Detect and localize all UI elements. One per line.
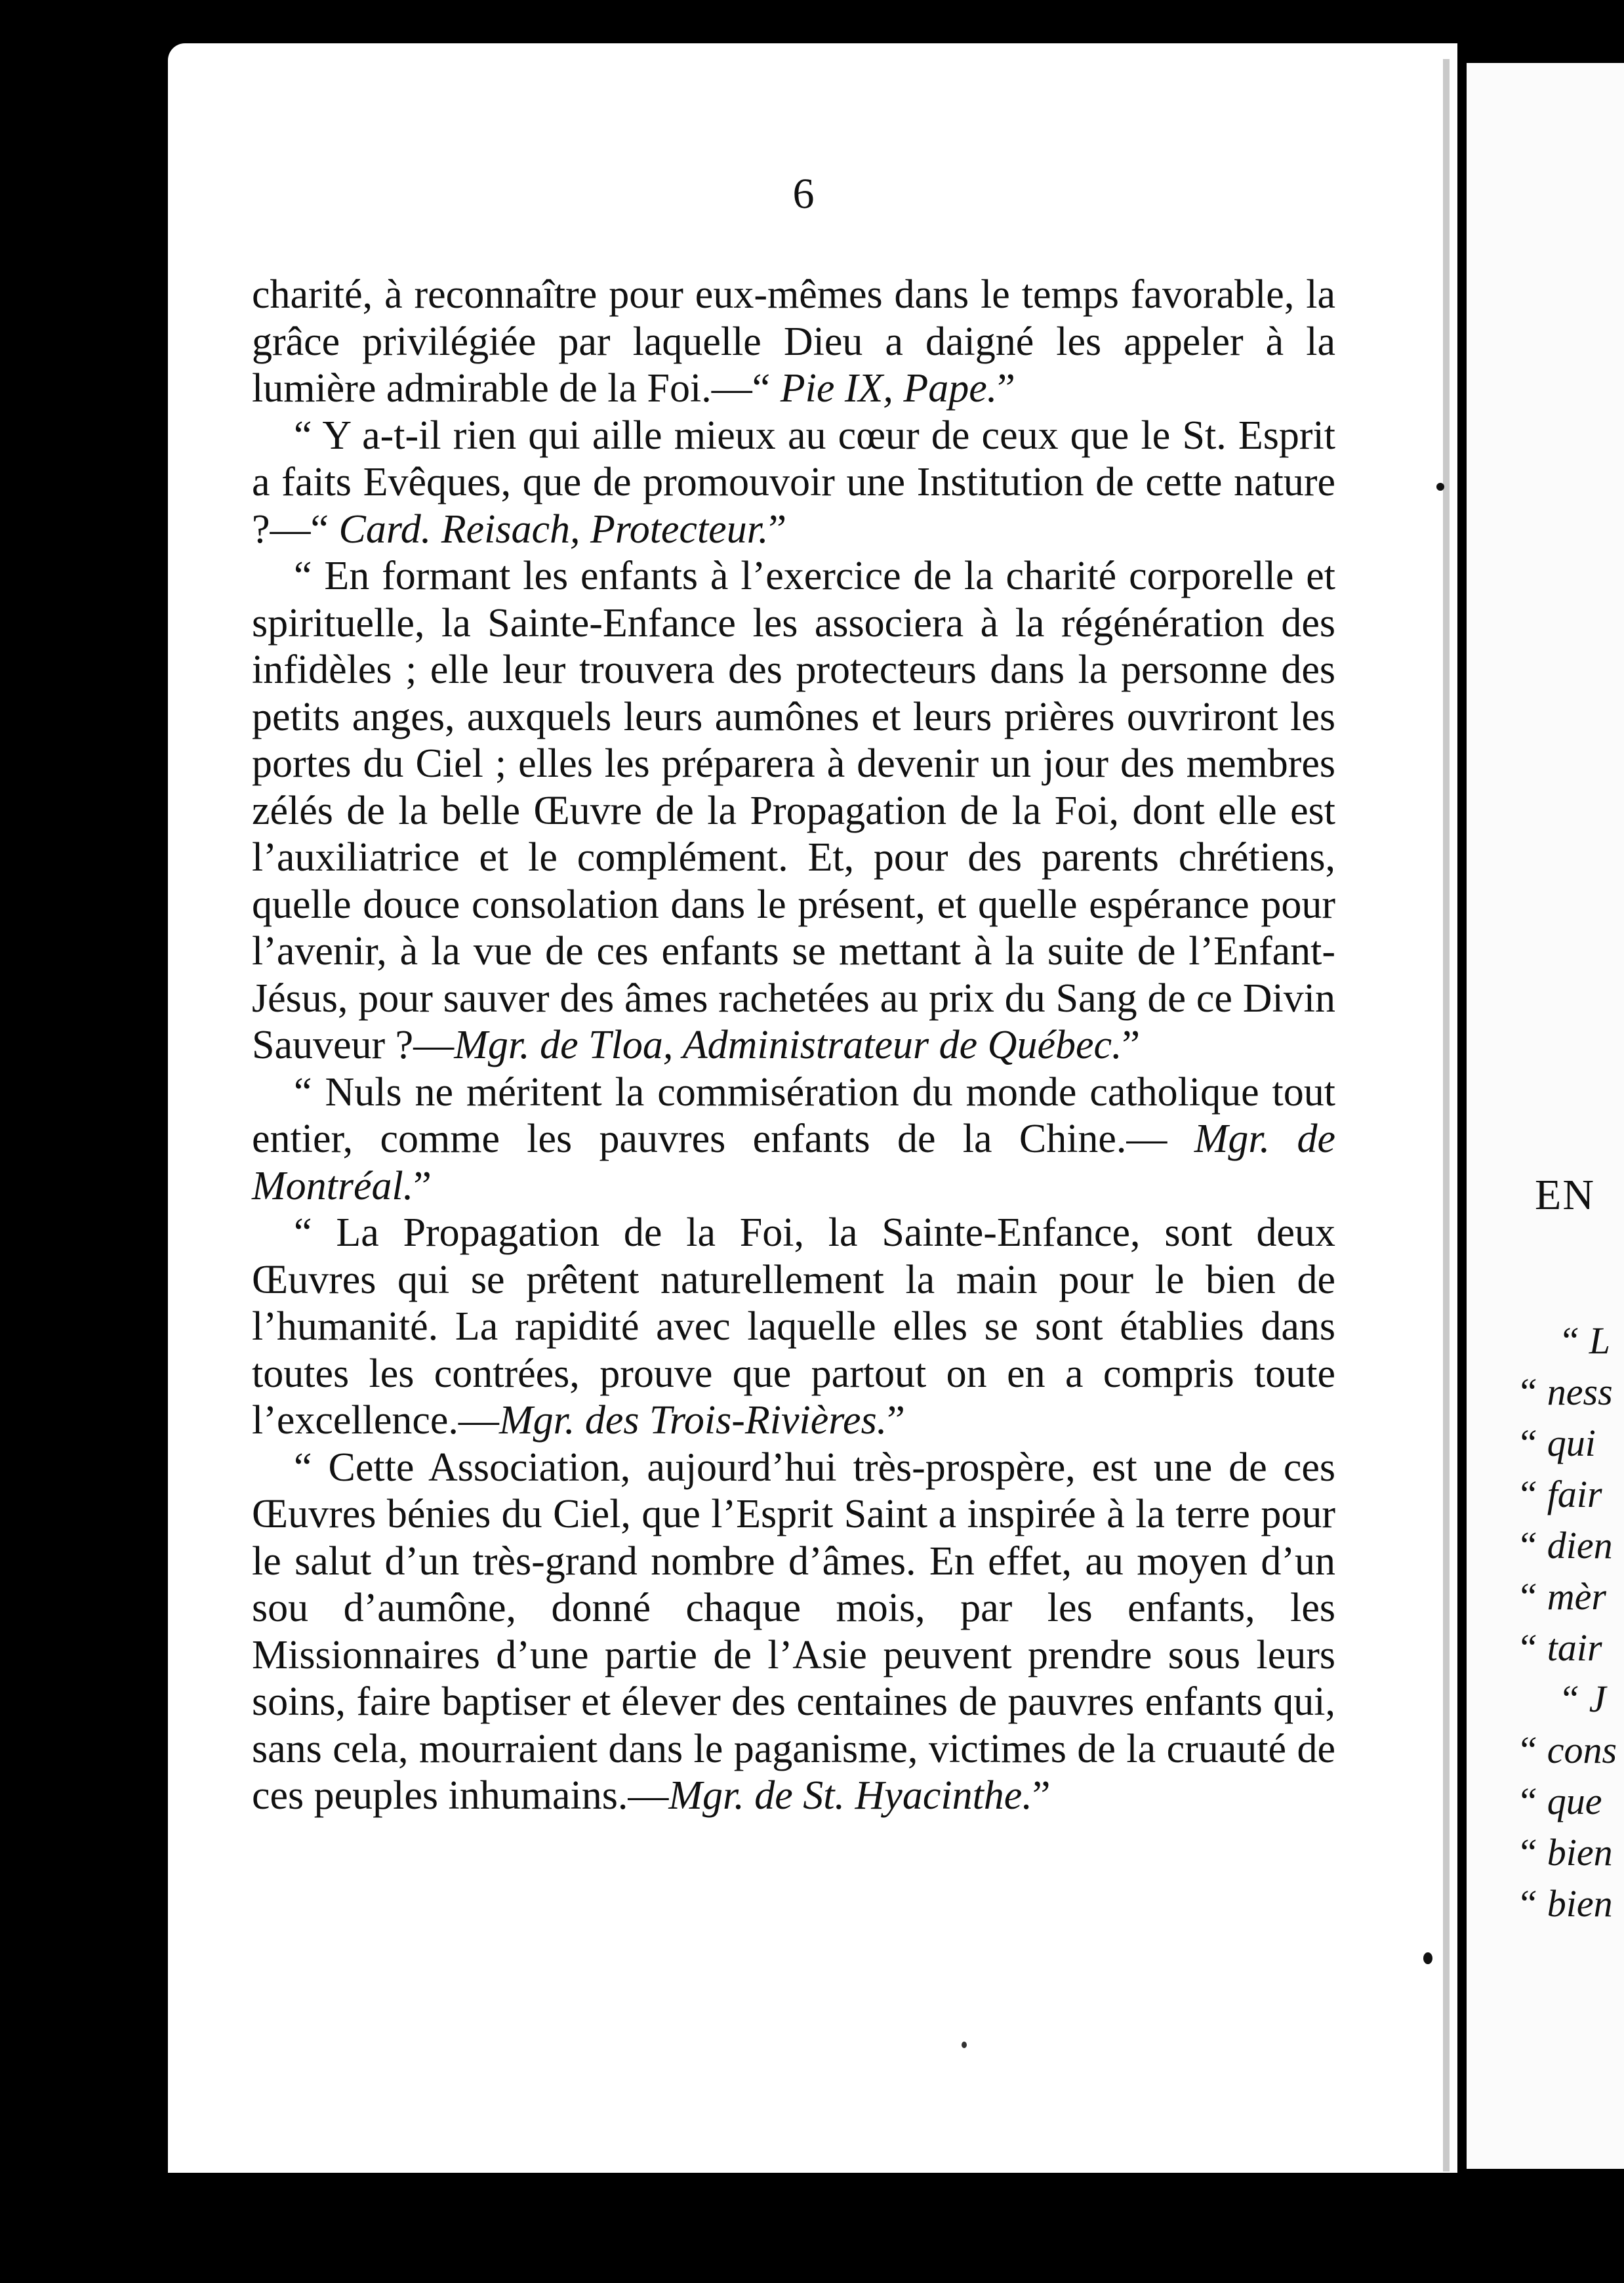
closing-quote: ” <box>887 1398 905 1443</box>
paragraph-1 <box>252 272 1335 413</box>
paragraph-6 <box>252 1445 1335 1820</box>
right-fragment: “ bien <box>1516 1882 1613 1925</box>
right-fragment: “ fair <box>1516 1473 1602 1515</box>
paragraph-text: “ Y a-t-il rien qui aille mieux au cœur de ceux que le St. Esprit a faits Evêques, que de promouvoir une Institution de cette nature ?—“ <box>252 413 1335 552</box>
right-fragment: “ cons <box>1516 1729 1617 1771</box>
closing-quote: ” <box>997 366 1015 411</box>
quote-attribution: Mgr. de Montréal. <box>252 1117 1335 1208</box>
gutter-mark <box>1423 1952 1432 1964</box>
right-fragment: “ que <box>1516 1780 1602 1822</box>
closing-quote: ” <box>413 1163 432 1208</box>
paragraph-text: “ En formant les enfants à l’exercice de la charité corporelle et spirituelle, la Sainte-Enfance les associera à la régénération des infidèles ; elle leur trouvera des protecteurs dans la personne des petits anges, auxquels leurs aumônes et leurs prières ouvriront les portes du Ciel ; elles les préparera à devenir un jour des membres zélés de la belle Œuvre de la Propagation de la Foi, dont elle est l’auxiliatrice et le complément. Et, pour des parents chrétiens, quelle douce consolation dans le présent, et quelle espérance pour l’avenir, à la vue de ces enfants se mettant à la suite de l’Enfant-Jésus, pour sauver des âmes rachetées au prix du Sang de ce Divin Sauveur ?— <box>252 554 1335 1067</box>
page-number: 6 <box>792 170 815 218</box>
right-fragment: “ L <box>1558 1319 1611 1362</box>
paragraph-2 <box>252 413 1335 554</box>
quote-attribution: Mgr. de St. Hyacinthe. <box>668 1773 1032 1818</box>
right-page-heading: EN <box>1535 1171 1595 1219</box>
right-fragment: “ dien <box>1516 1524 1613 1567</box>
quote-attribution: Pie IX, Pape. <box>780 366 998 411</box>
quote-attribution: Card. Reisach, Protecteur. <box>338 506 769 552</box>
paragraph-text: “ Nuls ne méritent la commisération du monde catholique tout entier, comme les pauvres enfants de la Chine.— <box>252 1069 1335 1161</box>
paragraph-text: “ Cette Association, aujourd’hui très-prospère, est une de ces Œuvres bénies du Ciel, que l’Esprit Saint a inspirée à la terre pour le salut d’un très-grand nombre d’âmes. En effet, au moyen d’un sou d’aumône, donné chaque mois, par les enfants, les Missionnaires d’une partie de l’Asie peuvent prendre sous leurs soins, faire baptiser et élever des centaines de pauvres enfants qui, sans cela, mourraient dans le paganisme, victimes de la cruauté de ces peuples inhumains.— <box>252 1445 1335 1818</box>
closing-quote: ” <box>1122 1023 1141 1067</box>
paragraph-5 <box>252 1210 1335 1445</box>
gutter-mark <box>1436 483 1444 491</box>
quote-attribution: Mgr. de Tloa, Administrateur de Québec. <box>454 1023 1122 1067</box>
right-fragment: “ bien <box>1516 1831 1613 1874</box>
right-page-text <box>1467 0 1624 2165</box>
paragraph-text: “ La Propagation de la Foi, la Sainte-Enfance, sont deux Œuvres qui se prêtent naturellement la main pour le bien de l’humanité. La rapidité avec laquelle elles se sont établies dans toutes les contrées, prouve que partout on en a compris toute l’excellence.— <box>252 1210 1335 1443</box>
quote-attribution: Mgr. des Trois-Rivières. <box>498 1398 887 1443</box>
ink-speck <box>962 2042 967 2048</box>
closing-quote: ” <box>768 506 786 552</box>
book-gutter <box>1443 59 1450 2171</box>
paragraph-text: charité, à reconnaître pour eux-mêmes dans le temps favorable, la grâce privilégiée par laquelle Dieu a daigné les appeler à la lumière admirable de la Foi.—“ <box>252 272 1335 411</box>
closing-quote: ” <box>1032 1773 1051 1818</box>
right-fragment: “ tair <box>1516 1626 1602 1669</box>
right-fragment: “ qui <box>1516 1422 1596 1464</box>
paragraph-4 <box>252 1069 1335 1210</box>
body-text <box>252 272 1335 1820</box>
right-fragment: “ mèr <box>1516 1575 1606 1618</box>
right-fragment: “ J <box>1558 1677 1606 1720</box>
paragraph-3 <box>252 553 1335 1069</box>
right-fragment: “ ness <box>1516 1370 1613 1413</box>
